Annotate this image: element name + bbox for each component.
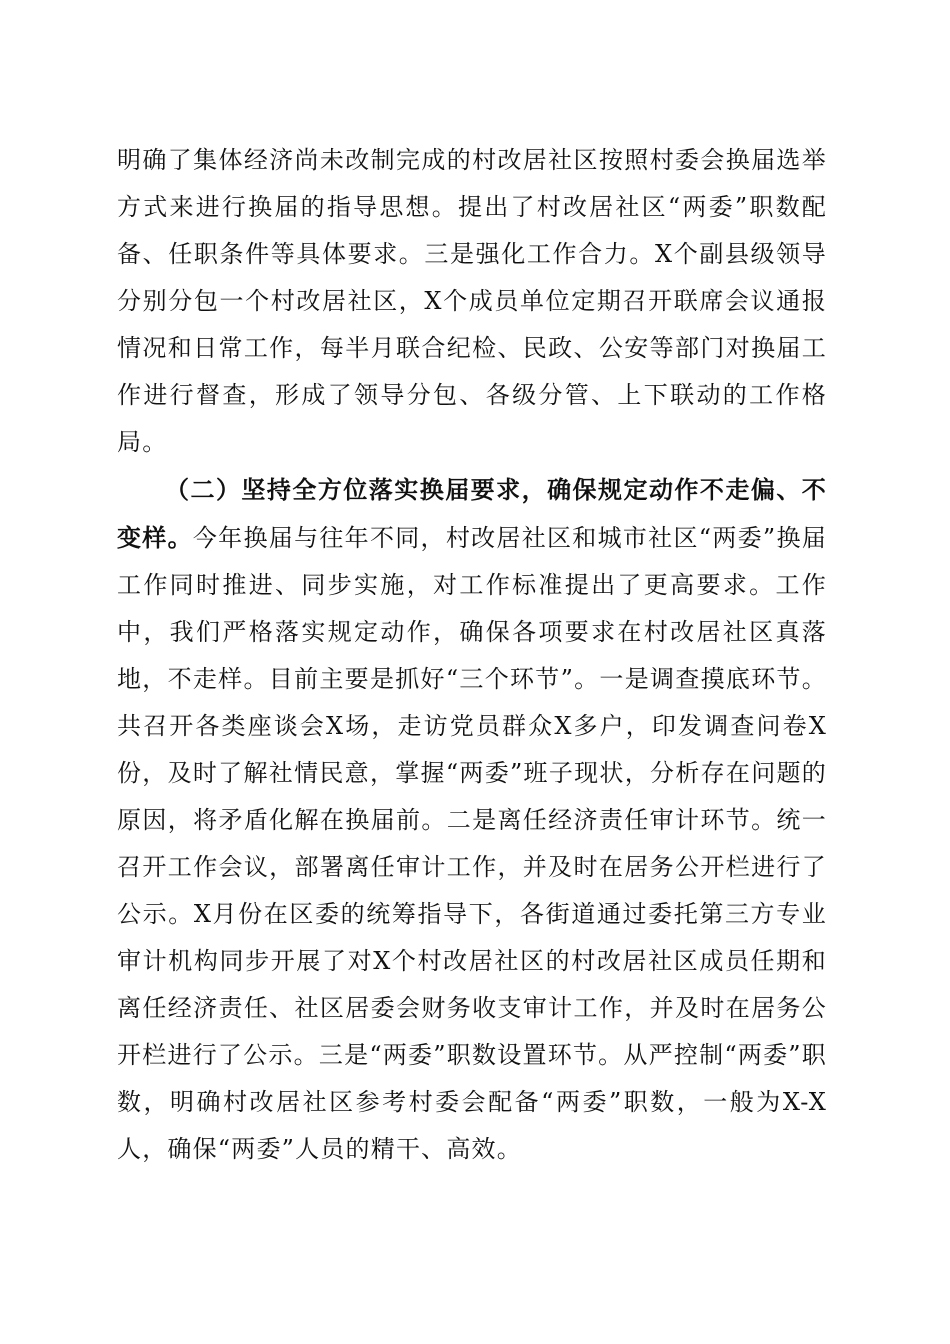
document-body <box>117 137 827 1173</box>
paragraph-2-body: 今年换届与往年不同，村改居社区和城市社区“两委”换届工作同时推进、同步实施，对工作标准提出了更高要求。工作中，我们严格落实规定动作，确保各项要求在村改居社区真落地，不走样。目前主要是抓好“三个环节”。一是调查摸底环节。共召开各类座谈会X场，走访党员群众X多户，印发调查问卷X份，及时了解社情民意，掌握“两委”班子现状，分析存在问题的原因，将矛盾化解在换届前。二是离任经济责任审计环节。统一召开工作会议，部署离任审计工作，并及时在居务公开栏进行了公示。X月份在区委的统筹指导下，各街道通过委托第三方专业审计机构同步开展了对X个村改居社区的村改居社区成员任期和离任经济责任、社区居委会财务收支审计工作，并及时在居务公开栏进行了公示。三是“两委”职数设置环节。从严控制“两委”职数，明确村改居社区参考村委会配备“两委”职数，一般为X-X人，确保“两委”人员的精干、高效。 <box>117 524 827 1163</box>
paragraph-1: 明确了集体经济尚未改制完成的村改居社区按照村委会换届选举方式来进行换届的指导思想。提出了村改居社区“两委”职数配备、任职条件等具体要求。三是强化工作合力。X个副县级领导分别分包一个村改居社区，X个成员单位定期召开联席会议通报情况和日常工作，每半月联合纪检、民政、公安等部门对换届工作进行督查，形成了领导分包、各级分管、上下联动的工作格局。 <box>117 146 827 456</box>
paragraph-2-heading: （二）坚持全方位落实换届要求，确保规定动作不走偏、不变样。 <box>117 475 827 552</box>
paragraph-2 <box>117 466 827 1173</box>
